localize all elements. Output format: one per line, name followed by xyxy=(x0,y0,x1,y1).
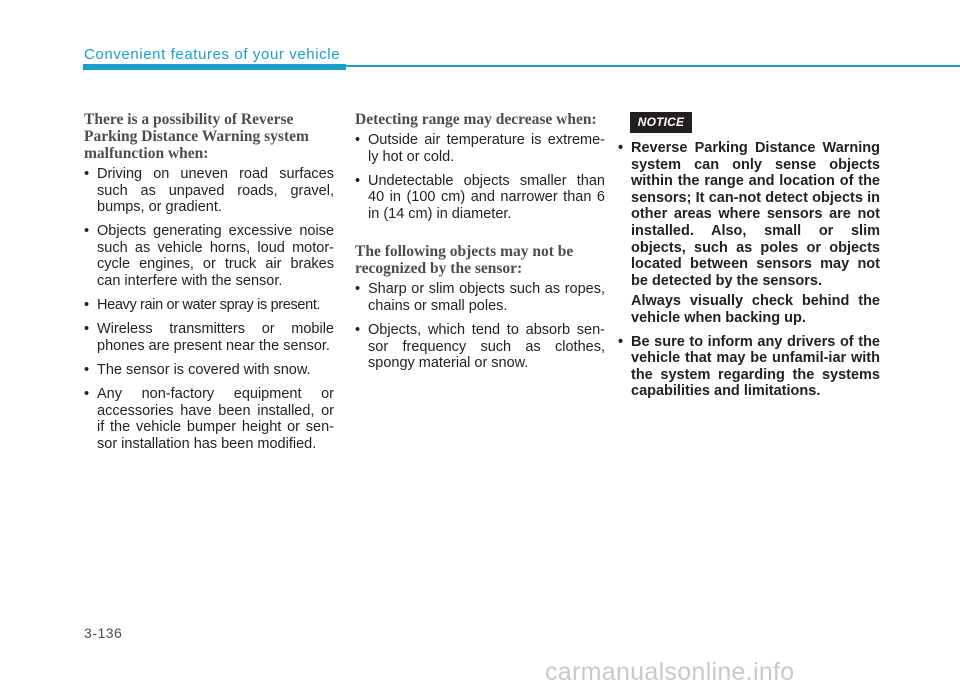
list-item xyxy=(355,173,605,223)
bullet-icon: • xyxy=(355,322,361,339)
list-item xyxy=(84,223,334,289)
bullet-icon: • xyxy=(84,361,90,378)
bullet-icon: • xyxy=(618,333,624,350)
watermark: carmanualsonline.info xyxy=(545,658,795,686)
notice-list xyxy=(618,140,880,400)
unrecognized-objects-heading: The following objects may not be recognized by the sensor: xyxy=(355,243,574,278)
notice-section xyxy=(618,140,880,407)
bullet-icon: • xyxy=(84,321,90,338)
malfunction-heading: There is a possibility of Reverse Parking Distance Warning system malfunction when: xyxy=(84,111,309,162)
notice-item-text: Be sure to inform any drivers of the vehicle that may be unfamil-iar with the system regarding the systems capabilities and limitations. xyxy=(631,333,880,400)
list-item xyxy=(84,297,334,314)
notice-item-text: Reverse Parking Distance Warning system can only sense objects within the range and location of the sensors; It can-not detect objects in other areas where sensors are not installed. Also, small or slim objects, such as poles or objects located between sensors may not be detected by the sensors. xyxy=(631,140,880,289)
detecting-range-list xyxy=(355,132,605,222)
list-item xyxy=(84,321,334,354)
detecting-range-heading: Detecting range may decrease when: xyxy=(355,111,597,128)
bullet-icon: • xyxy=(84,166,90,182)
list-item-text: Objects, which tend to absorb sen-sor frequency such as clothes, spongy material or snow. xyxy=(368,322,605,372)
list-item xyxy=(84,362,334,379)
bullet-icon: • xyxy=(355,172,361,189)
section-title: Convenient features of your vehicle xyxy=(84,46,341,63)
column-detecting-range xyxy=(355,111,605,379)
bullet-icon: • xyxy=(84,223,90,240)
header-rule-accent xyxy=(83,64,346,70)
list-item-text: Heavy rain or water spray is present. xyxy=(97,297,321,314)
list-item xyxy=(355,322,605,372)
page-number: 3-136 xyxy=(84,625,123,641)
bullet-icon: • xyxy=(618,140,624,156)
bullet-icon: • xyxy=(84,297,89,314)
notice-item xyxy=(618,140,880,327)
list-item-text: Sharp or slim objects such as ropes, chains or small poles. xyxy=(368,281,605,315)
list-item xyxy=(355,132,605,165)
list-item-text: Undetectable objects smaller than 40 in (100 cm) and narrower than 6 in (14 cm) in diameter. xyxy=(368,172,605,222)
list-item-text: Wireless transmitters or mobile phones are present near the sensor. xyxy=(97,321,334,354)
list-item xyxy=(355,281,605,314)
list-item xyxy=(84,386,334,452)
malfunction-list xyxy=(84,166,334,452)
list-item-text: Outside air temperature is extreme-ly hot or cold. xyxy=(368,132,605,165)
column-malfunction xyxy=(84,111,334,460)
list-item-text: The sensor is covered with snow. xyxy=(97,361,311,378)
notice-item xyxy=(618,334,880,400)
list-item xyxy=(84,166,334,216)
bullet-icon: • xyxy=(84,386,90,403)
bullet-icon: • xyxy=(355,281,361,298)
list-item-text: Any non-factory equipment or accessories have been installed, or if the vehicle bumper height or sen-sor installation has been modified. xyxy=(97,386,334,452)
notice-item-followup: Always visually check behind the vehicle when backing up. xyxy=(631,293,880,326)
unrecognized-objects-list xyxy=(355,281,605,371)
list-item-text: Driving on uneven road surfaces such as unpaved roads, gravel, bumps, or gradient. xyxy=(97,166,334,216)
list-item-text: Objects generating excessive noise such as vehicle horns, loud motor-cycle engines, or truck air brakes can interfere with the sensor. xyxy=(97,223,334,290)
bullet-icon: • xyxy=(355,132,361,148)
notice-badge: NOTICE xyxy=(630,112,692,133)
